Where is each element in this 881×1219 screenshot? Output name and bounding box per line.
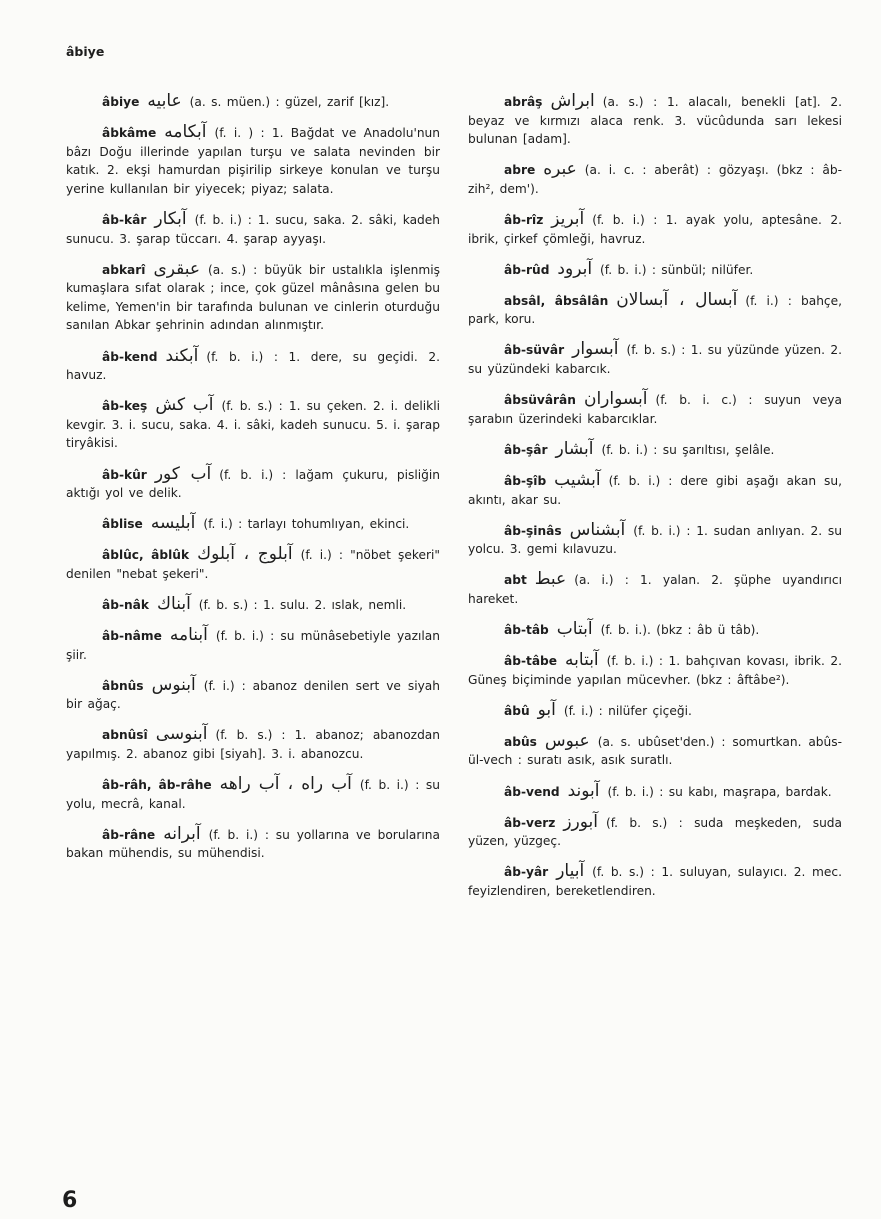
left-column bbox=[66, 92, 440, 863]
entry-definition: (f. b. i.) : 1. bahçıvan kovası, ibrik. 2. Güneş biçiminde yapılan mücevher. (bkz : âftâbe²). bbox=[468, 654, 842, 687]
entry-headword: abkarî bbox=[102, 262, 146, 277]
entry-definition: (f. b. i. c.) : suyun veya şarabın üzerindeki kabarcıklar. bbox=[468, 393, 842, 426]
entry-definition: (a. s.) : 1. alacalı, benekli [at]. 2. beyaz ve kırmızı alaca renk. 3. vücûdunda sarı lekesi bulunan [adam]. bbox=[468, 95, 842, 147]
dictionary-entry bbox=[468, 471, 842, 509]
dictionary-entry bbox=[66, 210, 440, 248]
entry-definition: (f. b. s.) : 1. abanoz; abanozdan yapılmış. 2. abanoz gibi [siyah]. 3. i. abanozcu. bbox=[66, 728, 440, 762]
dictionary-entry bbox=[468, 291, 842, 329]
entry-definition: (a. s. ubûset'den.) : somurtkan. abûs-ül-vech : suratı asık, asık suratlı. bbox=[468, 734, 842, 768]
entry-headword: âbnûs bbox=[102, 678, 144, 693]
entry-headword: âb-rûd bbox=[504, 262, 550, 277]
dictionary-entry bbox=[66, 825, 440, 863]
entry-arabic-script: آب كش bbox=[155, 395, 214, 416]
dictionary-entry bbox=[66, 775, 440, 813]
dictionary-entry bbox=[468, 570, 842, 608]
entry-headword: âbsüvârân bbox=[504, 393, 576, 408]
dictionary-entry bbox=[468, 440, 842, 460]
entry-headword: âb-kâr bbox=[102, 212, 147, 227]
entry-headword: âb-şinâs bbox=[504, 523, 562, 538]
entry-definition: (f. i.) : bahçe, park, koru. bbox=[468, 293, 842, 327]
entry-headword: âb-şîb bbox=[504, 473, 547, 488]
dictionary-entry bbox=[66, 626, 440, 664]
entry-headword: âb-şâr bbox=[504, 442, 548, 457]
entry-headword: abnûsî bbox=[102, 728, 148, 743]
entry-definition: (f. b. i.) : su yolu, mecrâ, kanal. bbox=[66, 778, 440, 811]
entry-arabic-script: عبوس bbox=[544, 730, 590, 751]
entry-arabic-script: آبوند bbox=[567, 780, 600, 801]
entry-headword: âb-keş bbox=[102, 399, 148, 414]
entry-arabic-script: آبورز bbox=[563, 811, 598, 832]
entry-arabic-script: آبشيب bbox=[554, 469, 601, 490]
entry-arabic-script: آبكامه bbox=[164, 122, 207, 143]
dictionary-entry bbox=[66, 92, 440, 112]
dictionary-entry bbox=[66, 260, 440, 335]
dictionary-entry bbox=[468, 620, 842, 640]
dictionary-entry bbox=[66, 725, 440, 763]
entry-arabic-script: آبناك bbox=[157, 593, 191, 614]
entry-definition: (f. b. i.) : su yollarına ve borularına bakan mühendis, su mühendisi. bbox=[66, 827, 440, 861]
entry-headword: âb-vend bbox=[504, 784, 560, 799]
entry-definition: (f. b. i.) : su kabı, maşrapa, bardak. bbox=[607, 784, 832, 799]
entry-arabic-script: آبكار bbox=[154, 208, 187, 229]
entry-definition: (a. i.) : 1. yalan. 2. şüphe uyandırıcı hareket. bbox=[468, 573, 842, 606]
entry-headword: abt bbox=[504, 573, 527, 588]
entry-headword: âb-nâk bbox=[102, 597, 150, 612]
page-number: 6 bbox=[62, 1188, 78, 1213]
entry-headword: absâl, âbsâlân bbox=[504, 293, 609, 308]
entry-arabic-script: آبسواران bbox=[583, 389, 648, 410]
entry-definition: (f. b. i.) : sünbül; nilüfer. bbox=[600, 262, 754, 277]
right-column bbox=[468, 92, 842, 901]
entry-headword: âbiye bbox=[102, 95, 140, 109]
dictionary-entry bbox=[468, 260, 842, 280]
entry-definition: (f. b. i.). (bkz : âb ü tâb). bbox=[600, 622, 760, 637]
entry-definition: (f. b. s.) : suda meşkeden, suda yüzen, yüzgeç. bbox=[468, 815, 842, 849]
entry-headword: âb-tâbe bbox=[504, 654, 558, 669]
entry-definition: (f. b. i.) : su şarıltısı, şelâle. bbox=[601, 442, 775, 457]
entry-arabic-script: عابيه bbox=[147, 91, 182, 111]
entry-arabic-script: آبلوج ، آبلوك bbox=[197, 544, 293, 565]
entry-arabic-script: آب راه ، آب راهه bbox=[219, 774, 352, 795]
dictionary-entry bbox=[66, 676, 440, 714]
dictionary-entry bbox=[468, 390, 842, 428]
dictionary-entry bbox=[468, 813, 842, 851]
entry-arabic-script: عبط bbox=[534, 569, 567, 590]
entry-headword: abûs bbox=[504, 734, 537, 749]
entry-arabic-script: ابراش bbox=[550, 91, 595, 111]
entry-definition: (f. b. i.) : dere gibi aşağı akan su, akıntı, akar su. bbox=[468, 473, 842, 507]
entry-definition: (f. b. i.) : 1. dere, su geçidi. 2. havuz. bbox=[66, 349, 440, 383]
entry-definition: (a. i. c. : aberât) : gözyaşı. (bkz : âb-zih², dem'). bbox=[468, 163, 842, 196]
entry-headword: âb-râne bbox=[102, 827, 156, 842]
dictionary-entry bbox=[468, 160, 842, 198]
dictionary-entry bbox=[66, 465, 440, 503]
entry-arabic-script: آبنوس bbox=[151, 674, 196, 695]
dictionary-entry bbox=[66, 347, 440, 385]
dictionary-entry bbox=[66, 514, 440, 534]
entry-arabic-script: آبريز bbox=[551, 208, 585, 229]
entry-arabic-script: آب كور bbox=[154, 463, 212, 484]
dictionary-entry bbox=[468, 521, 842, 559]
entry-definition: (f. i.) : tarlayı tohumlıyan, ekinci. bbox=[203, 517, 410, 532]
entry-arabic-script: آبليسه bbox=[150, 513, 196, 534]
entry-arabic-script: آبنوسى bbox=[155, 724, 208, 745]
entry-arabic-script: آبرانه bbox=[163, 823, 201, 844]
entry-headword: âb-kûr bbox=[102, 467, 147, 482]
entry-arabic-script: آبتابه bbox=[565, 650, 599, 671]
entry-arabic-script: آبسوار bbox=[572, 339, 619, 360]
entry-headword: âbû bbox=[504, 703, 530, 718]
dictionary-entry bbox=[468, 92, 842, 149]
entry-headword: âb-verz bbox=[504, 815, 556, 830]
entry-headword: âb-nâme bbox=[102, 629, 162, 644]
entry-arabic-script: آبشناس bbox=[569, 519, 626, 540]
entry-definition: (a. s. müen.) : güzel, zarif [kız]. bbox=[189, 95, 390, 109]
entry-arabic-script: آبو bbox=[537, 699, 556, 720]
running-head: âbiye bbox=[66, 44, 105, 59]
entry-definition: (f. i.) : abanoz denilen sert ve siyah bir ağaç. bbox=[66, 678, 440, 712]
entry-arabic-script: آبكند bbox=[165, 345, 199, 366]
entry-definition: (f. i.) : nilüfer çiçeği. bbox=[563, 703, 692, 718]
entry-definition: (a. s.) : büyük bir ustalıkla işlenmiş kumaşlara sıfat olarak ; ince, çok güzel mânâsına gelen bu kelime, Yemen'in bir tarafında bulunan ve cinlerin oturduğu sanılan Abkar şehrinin adından alınmıştır. bbox=[66, 262, 440, 333]
entry-headword: âb-râh, âb-râhe bbox=[102, 778, 212, 793]
entry-headword: âb-rîz bbox=[504, 212, 544, 227]
entry-definition: (f. b. i.) : 1. ayak yolu, aptesâne. 2. ibrik, çirkef çömleği, havruz. bbox=[468, 212, 842, 246]
entry-arabic-script: آبيار bbox=[556, 861, 585, 882]
dictionary-entry bbox=[468, 210, 842, 248]
dictionary-entry bbox=[468, 862, 842, 900]
entry-headword: âb-tâb bbox=[504, 622, 549, 637]
entry-headword: abrâş bbox=[504, 95, 543, 109]
entry-headword: âbkâme bbox=[102, 126, 157, 141]
entry-definition: (f. b. s.) : 1. su yüzünde yüzen. 2. su yüzündeki kabarcık. bbox=[468, 343, 842, 377]
entry-definition: (f. b. s.) : 1. su çeken. 2. i. delikli kevgir. 3. i. sucu, saka. 4. i. sâki, kadeh sunucu. 5. i. şarap tiryâkisi. bbox=[66, 399, 440, 451]
dictionary-entry bbox=[468, 732, 842, 770]
entry-headword: âb-süvâr bbox=[504, 343, 565, 358]
entry-headword: abre bbox=[504, 163, 536, 178]
entry-definition: (f. b. s.) : 1. sulu. 2. ıslak, nemli. bbox=[198, 597, 407, 612]
entry-headword: âblûc, âblûk bbox=[102, 548, 190, 563]
entry-definition: (f. i.) : "nöbet şekeri" denilen "nebat şekeri". bbox=[66, 548, 440, 581]
entry-definition: (f. b. i.) : lağam çukuru, pisliğin aktığı yol ve delik. bbox=[66, 467, 440, 501]
entry-headword: âblise bbox=[102, 517, 143, 532]
entry-arabic-script: عبقرى bbox=[153, 258, 201, 279]
entry-arabic-script: آبرود bbox=[557, 258, 593, 279]
entry-definition: (f. b. i.) : 1. sucu, saka. 2. sâki, kadeh sunucu. 3. şarap tüccarı. 4. şarap ayyaşı. bbox=[66, 212, 440, 246]
entry-definition: (f. i. ) : 1. Bağdat ve Anadolu'nun bâzı Doğu illerinde yapılan turşu ve salata nevinden bir katık. 2. ekşi hamurdan pişirilip sirkeye konulan ve turşu yerine kullanılan bir yiyecek; piyaz; salata. bbox=[66, 126, 440, 196]
entry-arabic-script: آبنامه bbox=[169, 625, 208, 646]
dictionary-entry bbox=[468, 701, 842, 721]
entry-arabic-script: آبشار bbox=[555, 438, 594, 459]
entry-arabic-script: آبتاب bbox=[556, 618, 593, 639]
entry-arabic-script: آبسال ، آبسالان bbox=[616, 289, 738, 310]
dictionary-entry bbox=[468, 782, 842, 802]
entry-definition: (f. b. i.) : su münâsebetiyle yazılan şiir. bbox=[66, 629, 440, 662]
entry-definition: (f. b. i.) : 1. sudan anlıyan. 2. su yolcu. 3. gemi kılavuzu. bbox=[468, 523, 842, 557]
entry-arabic-script: عبره bbox=[543, 159, 577, 180]
dictionary-entry bbox=[468, 340, 842, 378]
dictionary-entry bbox=[66, 595, 440, 615]
entry-definition: (f. b. s.) : 1. suluyan, sulayıcı. 2. mec. feyizlendiren, bereketlendiren. bbox=[468, 865, 842, 898]
dictionary-entry bbox=[66, 123, 440, 198]
dictionary-entry bbox=[468, 651, 842, 689]
dictionary-entry bbox=[66, 396, 440, 453]
dictionary-entry bbox=[66, 545, 440, 583]
entry-headword: âb-yâr bbox=[504, 865, 549, 880]
entry-headword: âb-kend bbox=[102, 349, 158, 364]
